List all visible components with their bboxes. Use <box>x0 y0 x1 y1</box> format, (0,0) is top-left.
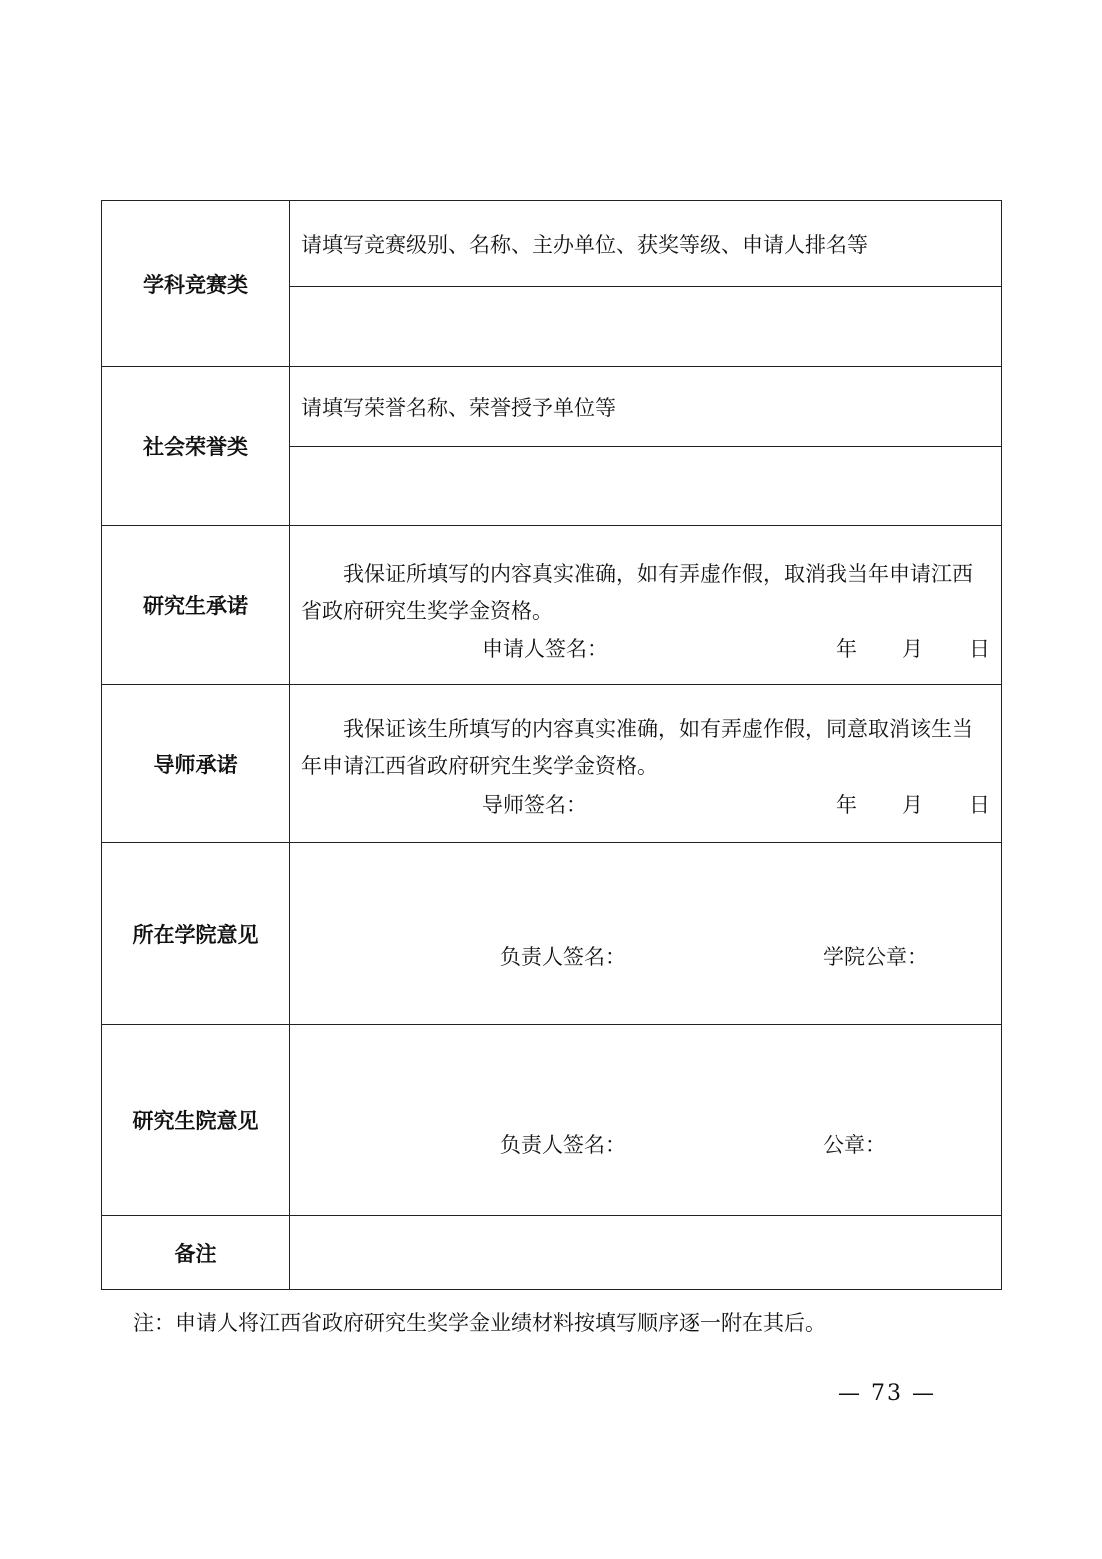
college-seal-label: 学院公章： <box>823 945 928 969</box>
advisor-pledge-text: 我保证该生所填写的内容真实准确，如有弄虚作假，同意取消该生当年申请江西省政府研究生奖学金资格。 <box>301 717 973 778</box>
honor-entry-cell[interactable] <box>290 447 1002 526</box>
competition-hint-cell[interactable] <box>290 201 1002 287</box>
page-number: — 73 — <box>838 1381 936 1406</box>
student-pledge-day: 日 <box>969 637 990 661</box>
student-pledge-year: 年 <box>836 637 857 661</box>
student-pledge-month: 月 <box>902 637 923 661</box>
college-opinion-cell[interactable] <box>290 843 1002 1025</box>
grad-school-signature-label: 负责人签名： <box>500 1133 626 1157</box>
advisor-pledge-label: 导师承诺 <box>102 685 290 843</box>
grad-school-opinion-label: 研究生院意见 <box>102 1025 290 1216</box>
honor-hint-cell[interactable] <box>290 367 1002 447</box>
college-opinion-label: 所在学院意见 <box>102 843 290 1025</box>
student-pledge-cell <box>290 526 1002 685</box>
grad-school-seal-label: 公章： <box>823 1133 886 1157</box>
honor-label: 社会荣誉类 <box>102 367 290 526</box>
remarks-cell[interactable] <box>290 1216 1002 1290</box>
competition-hint: 请填写竞赛级别、名称、主办单位、获奖等级、申请人排名等 <box>301 232 868 257</box>
advisor-signature-label: 导师签名： <box>482 793 587 817</box>
competition-label: 学科竞赛类 <box>102 201 290 367</box>
advisor-pledge-year: 年 <box>836 793 857 817</box>
applicant-signature-label: 申请人签名： <box>482 637 608 661</box>
student-pledge-label: 研究生承诺 <box>102 526 290 685</box>
footnote: 注：申请人将江西省政府研究生奖学金业绩材料按填写顺序逐一附在其后。 <box>133 1311 826 1335</box>
honor-hint: 请填写荣誉名称、荣誉授予单位等 <box>301 395 616 420</box>
college-signature-label: 负责人签名： <box>500 945 626 969</box>
student-pledge-text: 我保证所填写的内容真实准确，如有弄虚作假，取消我当年申请江西省政府研究生奖学金资格。 <box>301 562 973 623</box>
advisor-pledge-day: 日 <box>969 793 990 817</box>
competition-entry-cell[interactable] <box>290 287 1002 367</box>
grad-school-opinion-cell[interactable] <box>290 1025 1002 1216</box>
advisor-pledge-cell <box>290 685 1002 843</box>
advisor-pledge-month: 月 <box>902 793 923 817</box>
scholarship-form-table <box>101 200 1002 1290</box>
remarks-label: 备注 <box>102 1216 290 1290</box>
